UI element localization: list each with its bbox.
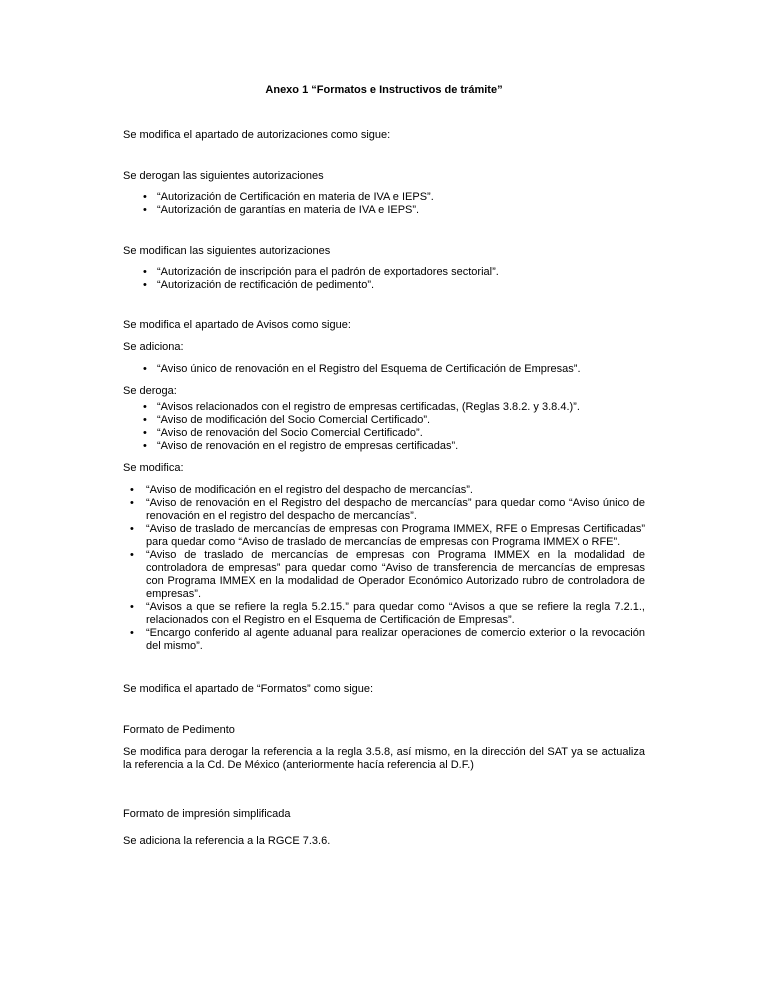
list-item bbox=[143, 191, 645, 204]
list-item-text: “Aviso único de renovación en el Registro del Esquema de Certificación de Empresas”. bbox=[157, 363, 581, 375]
bullet-icon: • bbox=[143, 279, 147, 291]
bullet-icon: • bbox=[143, 427, 147, 439]
para-modifica-avisos: Se modifica el apartado de Avisos como sigue: bbox=[123, 319, 351, 331]
bullet-icon: • bbox=[143, 191, 147, 203]
list-item bbox=[143, 427, 645, 440]
list-avisos-modificados bbox=[123, 484, 645, 653]
bullet-icon: • bbox=[130, 523, 134, 535]
list-item bbox=[143, 414, 645, 427]
list-item-text: “Autorización de Certificación en materia de IVA e IEPS”. bbox=[157, 191, 434, 203]
bullet-icon: • bbox=[130, 549, 134, 561]
para-formato-impresion: Formato de impresión simplificada bbox=[123, 808, 291, 820]
list-item-text: “Aviso de traslado de mercancías de empresas con Programa IMMEX, RFE o Empresas Certificadas” para quedar como “Aviso de traslado de mercancías de empresas con Programa IMMEX o RFE”. bbox=[146, 523, 645, 548]
bullet-icon: • bbox=[143, 204, 147, 216]
list-item bbox=[143, 266, 645, 279]
list-item-text: “Autorización de rectificación de pedimento”. bbox=[157, 279, 375, 291]
para-se-adiciona: Se adiciona: bbox=[123, 341, 184, 353]
para-modifica-autorizaciones: Se modifica el apartado de autorizaciones como sigue: bbox=[123, 129, 391, 141]
para-se-modifica: Se modifica: bbox=[123, 462, 184, 474]
list-item-text: “Autorización de garantías en materia de IVA e IEPS”. bbox=[157, 204, 420, 216]
bullet-icon: • bbox=[130, 497, 134, 509]
bullet-icon: • bbox=[130, 601, 134, 613]
list-item-text: “Aviso de traslado de mercancías de empresas con Programa IMMEX en la modalidad de controladora de empresas” para quedar como “Aviso de transferencia de mercancías de empresas con Programa IMMEX en la modalidad de Operador Económico Autorizado rubro de controladora de empresas”. bbox=[146, 549, 645, 600]
list-item bbox=[130, 627, 645, 653]
list-item-text: “Avisos a que se refiere la regla 5.2.15.” para quedar como “Avisos a que se refiere la regla 7.2.1., relacionados con el Registro en el Esquema de Certificación de Empresas”. bbox=[146, 601, 645, 626]
para-derogan-autorizaciones: Se derogan las siguientes autorizaciones bbox=[123, 170, 324, 182]
para-modifican-autorizaciones: Se modifican las siguientes autorizaciones bbox=[123, 245, 331, 257]
bullet-icon: • bbox=[143, 363, 147, 375]
list-item bbox=[143, 204, 645, 217]
list-item-text: “Avisos relacionados con el registro de empresas certificadas, (Reglas 3.8.2. y 3.8.4.)”. bbox=[157, 401, 580, 413]
para-formato-impresion-detalle: Se adiciona la referencia a la RGCE 7.3.6. bbox=[123, 835, 331, 847]
list-item bbox=[130, 601, 645, 627]
list-item-text: “Aviso de renovación en el Registro del despacho de mercancías” para quedar como “Aviso único de renovación en el registro del despacho de mercancías”. bbox=[146, 497, 645, 522]
list-item bbox=[143, 440, 645, 453]
list-item-text: “Encargo conferido al agente aduanal para realizar operaciones de comercio exterior o la revocación del mismo”. bbox=[146, 627, 645, 652]
list-avisos-derogados bbox=[123, 401, 645, 453]
bullet-icon: • bbox=[143, 401, 147, 413]
list-item bbox=[130, 523, 645, 549]
bullet-icon: • bbox=[143, 414, 147, 426]
list-item-text: “Aviso de renovación en el registro de empresas certificadas”. bbox=[157, 440, 459, 452]
list-item bbox=[130, 484, 645, 497]
list-item bbox=[130, 497, 645, 523]
para-se-deroga: Se deroga: bbox=[123, 385, 177, 397]
list-item-text: “Aviso de modificación en el registro del despacho de mercancías”. bbox=[146, 484, 473, 496]
para-formato-pedimento-detalle: Se modifica para derogar la referencia a la regla 3.5.8, así mismo, en la dirección del SAT ya se actualiza la referencia a la Cd. De México (anteriormente hacía referencia al D.F.) bbox=[123, 746, 645, 771]
bullet-icon: • bbox=[130, 484, 134, 496]
list-item bbox=[143, 279, 645, 292]
para-modifica-formatos: Se modifica el apartado de “Formatos” como sigue: bbox=[123, 683, 374, 695]
bullet-icon: • bbox=[143, 440, 147, 452]
list-item-text: “Aviso de renovación del Socio Comercial Certificado”. bbox=[157, 427, 423, 439]
list-item bbox=[130, 549, 645, 601]
list-autorizaciones-derogadas bbox=[123, 191, 645, 217]
list-autorizaciones-modificadas bbox=[123, 266, 645, 292]
bullet-icon: • bbox=[143, 266, 147, 278]
list-avisos-adicionados bbox=[123, 363, 645, 376]
list-item-text: “Autorización de inscripción para el padrón de exportadores sectorial”. bbox=[157, 266, 499, 278]
list-item bbox=[143, 363, 645, 376]
bullet-icon: • bbox=[130, 627, 134, 639]
list-item bbox=[143, 401, 645, 414]
para-formato-pedimento: Formato de Pedimento bbox=[123, 724, 235, 736]
list-item-text: “Aviso de modificación del Socio Comercial Certificado”. bbox=[157, 414, 431, 426]
document-title: Anexo 1 “Formatos e Instructivos de trámite” bbox=[265, 84, 503, 96]
